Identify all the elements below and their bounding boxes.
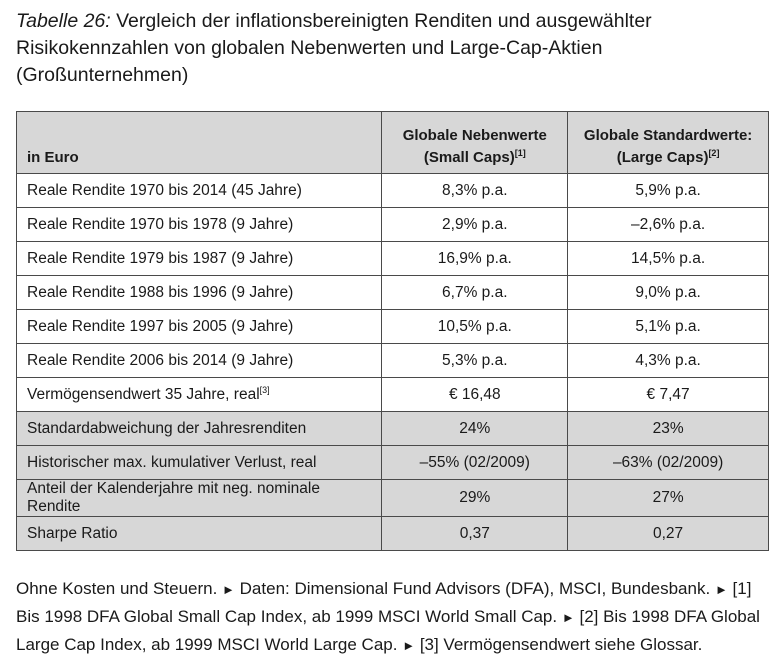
- small-cap-value: € 16,48: [382, 378, 568, 412]
- small-cap-value: 29%: [382, 480, 568, 517]
- comparison-table: [16, 111, 769, 551]
- table-row: [17, 517, 769, 551]
- row-label: Reale Rendite 1970 bis 2014 (45 Jahre): [17, 174, 382, 208]
- arrow-right-icon: ►: [222, 582, 235, 597]
- small-cap-value: 2,9% p.a.: [382, 208, 568, 242]
- small-cap-value: 5,3% p.a.: [382, 344, 568, 378]
- row-label: Sharpe Ratio: [17, 517, 382, 551]
- table-row: [17, 242, 769, 276]
- header-small-caps: [382, 112, 568, 174]
- large-cap-value: 5,1% p.a.: [568, 310, 769, 344]
- row-label: Reale Rendite 1979 bis 1987 (9 Jahre): [17, 242, 382, 276]
- arrow-right-icon: ►: [714, 582, 728, 597]
- footnote-part-5: [3] Vermögensendwert siehe Glossar.: [419, 635, 703, 654]
- footnote-ref-2: [2]: [708, 148, 720, 158]
- small-cap-value: 8,3% p.a.: [382, 174, 568, 208]
- large-cap-value: 4,3% p.a.: [568, 344, 769, 378]
- row-label: Reale Rendite 1970 bis 1978 (9 Jahre): [17, 208, 382, 242]
- large-cap-value: –2,6% p.a.: [568, 208, 769, 242]
- row-label: Historischer max. kumulativer Verlust, real: [17, 446, 382, 480]
- small-cap-value: –55% (02/2009): [382, 446, 568, 480]
- caption-text: Vergleich der inflationsbereinigten Renditen und ausgewählter Risikokennzahlen von globalen Nebenwerten und Large-Cap-Aktien (Großunternehmen): [16, 10, 652, 86]
- row-label: Standardabweichung der Jahresrenditen: [17, 412, 382, 446]
- table-row: [17, 412, 769, 446]
- small-cap-value: 24%: [382, 412, 568, 446]
- large-cap-value: 9,0% p.a.: [568, 276, 769, 310]
- large-cap-value: 5,9% p.a.: [568, 174, 769, 208]
- small-cap-value: 6,7% p.a.: [382, 276, 568, 310]
- large-cap-value: 27%: [568, 480, 769, 517]
- footnote-part-2: Daten: Dimensional Fund Advisors (DFA), MSCI, Bundesbank.: [239, 579, 711, 598]
- row-label: Vermögensendwert 35 Jahre, real[3]: [17, 378, 382, 412]
- row-label: Reale Rendite 2006 bis 2014 (9 Jahre): [17, 344, 382, 378]
- header-large-caps-line1: Globale Standardwerte:: [583, 127, 753, 144]
- table-row: [17, 378, 769, 412]
- arrow-right-icon: ►: [561, 610, 575, 625]
- large-cap-value: 23%: [568, 412, 769, 446]
- footnote-part-4: [2] Bis 1998 DFA Global Large Cap Index, ab 1999 MSCI World Large Cap.: [16, 607, 760, 654]
- table-row: [17, 344, 769, 378]
- table-row: [17, 276, 769, 310]
- footnote-ref-1: [1]: [514, 148, 526, 158]
- small-cap-value: 10,5% p.a.: [382, 310, 568, 344]
- row-label: Reale Rendite 1997 bis 2005 (9 Jahre): [17, 310, 382, 344]
- large-cap-value: –63% (02/2009): [568, 446, 769, 480]
- table-row: [17, 480, 769, 517]
- table-caption: [16, 8, 776, 89]
- small-cap-value: 0,37: [382, 517, 568, 551]
- row-label: Reale Rendite 1988 bis 1996 (9 Jahre): [17, 276, 382, 310]
- footnote-part-1: Ohne Kosten und Steuern.: [16, 579, 218, 598]
- small-cap-value: 16,9% p.a.: [382, 242, 568, 276]
- footnote-part-3: [1] Bis 1998 DFA Global Small Cap Index, ab 1999 MSCI World Small Cap.: [16, 579, 752, 626]
- large-cap-value: 0,27: [568, 517, 769, 551]
- large-cap-value: 14,5% p.a.: [568, 242, 769, 276]
- table-footnote: [16, 575, 774, 659]
- header-in-euro: in Euro: [17, 112, 382, 174]
- table-row: [17, 310, 769, 344]
- table-row: [17, 446, 769, 480]
- footnote-ref-3: [3]: [259, 384, 270, 395]
- header-small-caps-line2: (Small Caps): [423, 149, 515, 166]
- table-row: [17, 208, 769, 242]
- header-small-caps-line1: Globale Nebenwerte: [402, 127, 547, 144]
- caption-label: Tabelle 26:: [16, 10, 111, 32]
- header-large-caps-line2: (Large Caps): [616, 149, 709, 166]
- large-cap-value: € 7,47: [568, 378, 769, 412]
- header-large-caps: [568, 112, 769, 174]
- table-header-row: [17, 112, 769, 174]
- row-label: Anteil der Kalenderjahre mit neg. nominale Rendite: [17, 480, 382, 517]
- arrow-right-icon: ►: [402, 638, 416, 653]
- table-row: [17, 174, 769, 208]
